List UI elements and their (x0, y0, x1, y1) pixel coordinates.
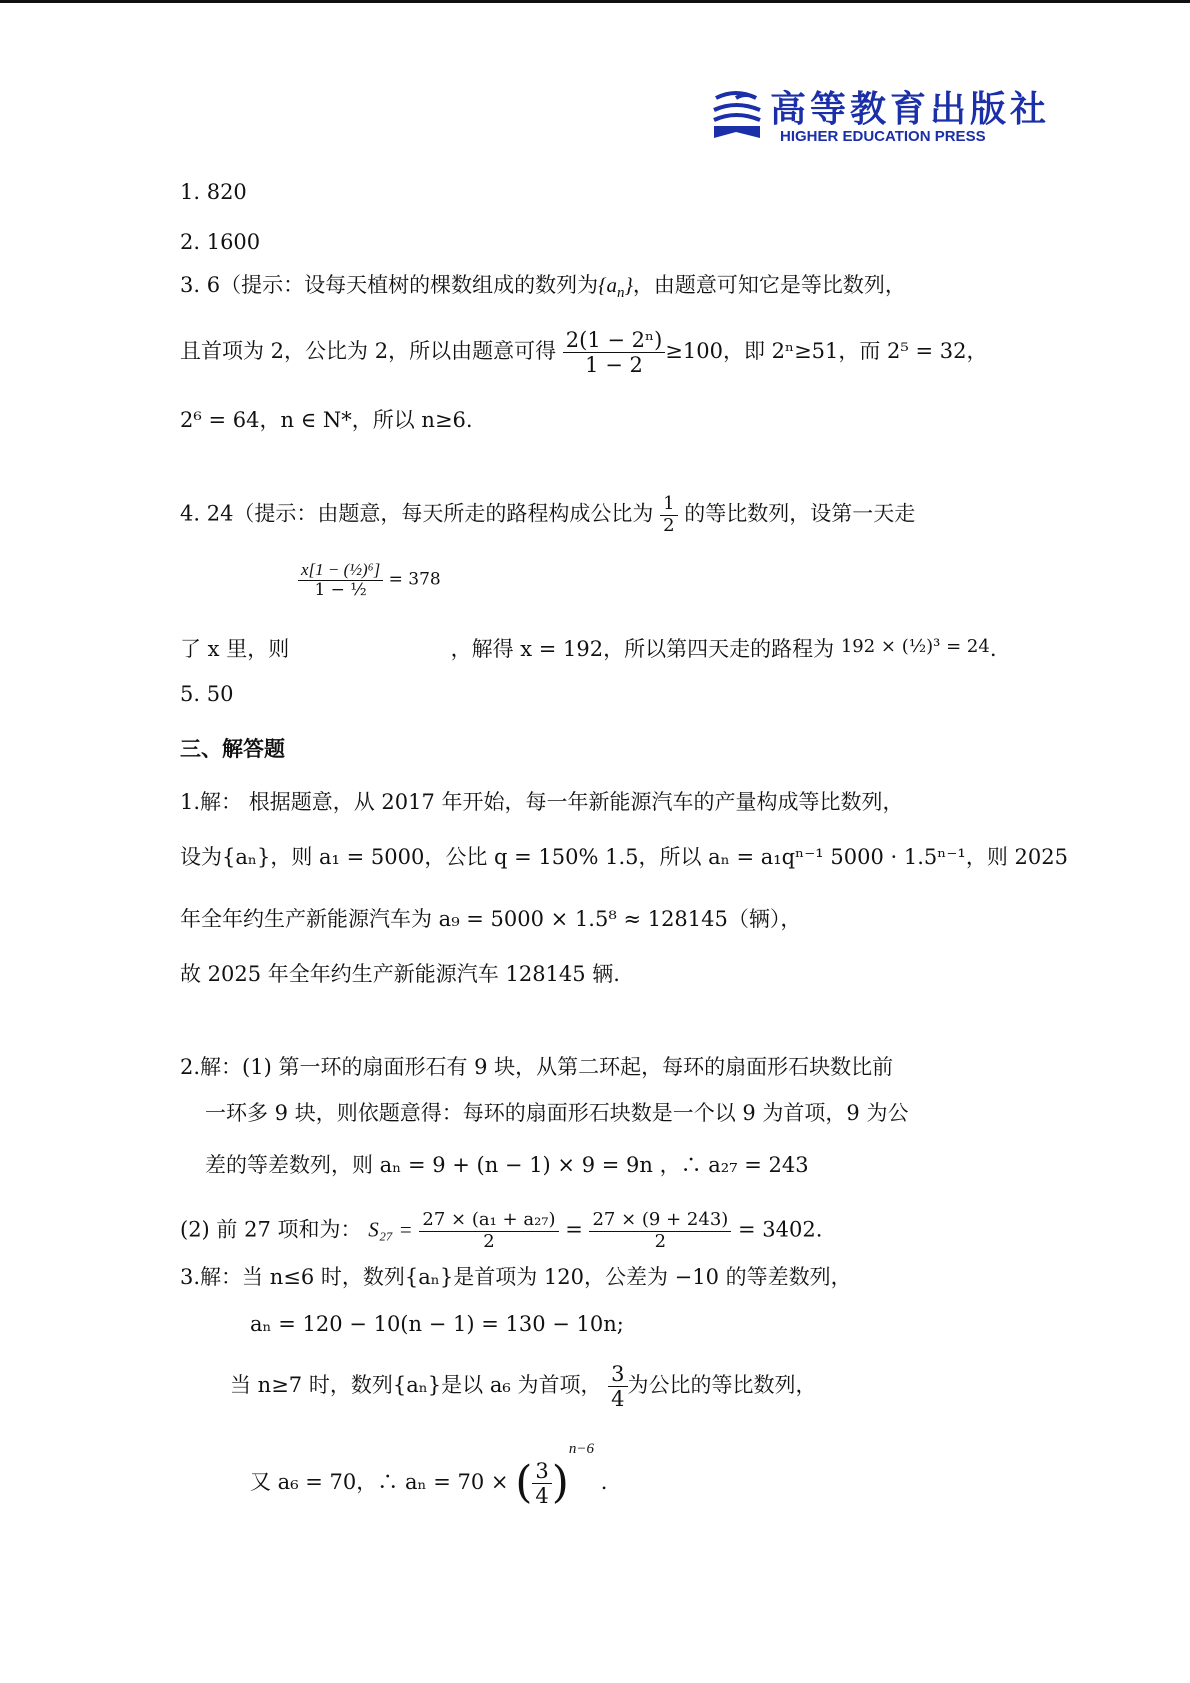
q3-line-4-head: 又 a₆ = 70，∴ aₙ = 70 × (250, 1470, 509, 1494)
publisher-name-en: HIGHER EDUCATION PRESS (780, 128, 986, 145)
answer-3-line-2 (180, 328, 988, 377)
answer-4-equation-rhs: = 378 (388, 569, 441, 590)
answer-3-text: 3. 6（提示：设每天植树的棵数组成的数列为 (180, 273, 599, 297)
q3-line-1: 3.解：当 n≤6 时，数列{aₙ}是首项为 120，公差为 −10 的等差数列， (180, 1265, 852, 1289)
q2-line-4-head: (2) 前 27 项和为： (180, 1217, 362, 1242)
answer-4-line-2-head: 了 x 里，则 (180, 637, 290, 661)
q2-fraction-1-numerator: 27 × (a₁ + a₂₇) (419, 1210, 558, 1232)
answer-3-fraction-denominator: 1 − 2 (585, 353, 643, 378)
q3-line-4-exponent: n−6 (568, 1441, 595, 1457)
q3-line-4-tail: . (600, 1470, 608, 1494)
q1-line-3: 年全年约生产新能源汽车为 a₉ = 5000 × 1.5⁸ ≈ 128145（辆）， (180, 907, 802, 931)
q3-line-3-tail: 为公比的等比数列， (627, 1373, 817, 1398)
answer-4-head: 4. 24（提示：由题意，每天所走的路程构成公比为 (180, 501, 654, 526)
answer-4-line-2: 了 x 里，则 ，解得 x = 192，所以第四天走的路程为 192 × (½)³ = 24. (180, 636, 997, 661)
answer-3-line-1: 3. 6（提示：设每天植树的棵数组成的数列为$\{a_n\}$，由题意可知它是等比数列， (180, 273, 906, 302)
answer-3-text-tail: ，由题意可知它是等比数列， (632, 273, 906, 297)
answer-4-equation-numerator: x[1 − (½)⁶] (298, 560, 383, 581)
answer-4-equation-fraction (298, 560, 383, 600)
answer-4-tail: 的等比数列，设第一天走 (684, 501, 916, 526)
q3-line-4-numerator: 3 (532, 1459, 551, 1484)
q2-line-3: 差的等差数列，则 aₙ = 9 + (n − 1) × 9 = 9n ，∴ a₂₇ = 243 (205, 1153, 809, 1177)
q2-line-2: 一环多 9 块，则依题意得：每环的扇面形石块数是一个以 9 为首项，9 为公 (205, 1101, 909, 1125)
publisher-name-cn: 高等教育出版社 (770, 89, 1051, 130)
answer-2: 2. 1600 (180, 230, 261, 254)
answer-1: 1. 820 (180, 180, 247, 204)
answer-4-line-1 (180, 494, 915, 536)
answer-5: 5. 50 (180, 682, 234, 706)
q1-line-4: 故 2025 年全年约生产新能源汽车 128145 辆. (180, 962, 620, 986)
q2-fraction-2 (589, 1210, 731, 1252)
q1-line-2: 设为{aₙ}，则 a₁ = 5000，公比 q = 150% 1.5，所以 aₙ = a₁qⁿ⁻¹ 5000 · 1.5ⁿ⁻¹，则 2025 (180, 845, 1068, 869)
q2-fraction-1-denominator: 2 (483, 1230, 495, 1252)
q3-line-3 (230, 1362, 817, 1411)
q1-line-1: 1.解： 根据题意，从 2017 年开始，每一年新能源汽车的产量构成等比数列， (180, 790, 904, 814)
answer-3-line-3: 2⁶ = 64，n ∈ N*，所以 n≥6. (180, 408, 473, 432)
q2-fraction-2-denominator: 2 (654, 1230, 667, 1252)
q3-ratio-numerator: 3 (608, 1362, 627, 1387)
answer-3-fraction (563, 328, 666, 377)
answer-3-line-2-tail: ≥100，即 2ⁿ≥51，而 2⁵ = 32， (665, 339, 988, 364)
answer-4-line-2-mid: ，解得 x = 192，所以第四天走的路程为 (450, 637, 835, 661)
answer-4-equation (298, 560, 441, 600)
q3-line-3-head: 当 n≥7 时，数列{aₙ}是以 a₆ 为首项， (230, 1373, 602, 1398)
q2-line-4-lhs: S₂₇ = (368, 1217, 413, 1242)
q3-line-2: aₙ = 120 − 10(n − 1) = 130 − 10n; (250, 1312, 624, 1336)
q2-line-4-tail: = 3402. (737, 1217, 823, 1242)
answer-4-equation-denominator: 1 − ½ (314, 579, 367, 600)
section-title: 三、解答题 (180, 737, 285, 761)
q2-fraction-1 (419, 1210, 558, 1252)
q3-line-4-denominator: 4 (535, 1484, 549, 1508)
top-rule (0, 0, 1190, 3)
q2-line-1: 2.解：(1) 第一环的扇面形石有 9 块，从第二环起，每环的扇面形石块数比前 (180, 1055, 894, 1079)
q3-ratio-fraction (608, 1362, 627, 1411)
q2-line-4: (2) 前 27 项和为： S₂₇ = $\frac{\text{27 × (a₁ + a₂₇)}}{2}$ = $\frac{27 \times (9 + 243)}{2}$ = 3402. (180, 1209, 823, 1252)
answer-3-line-2-head: 且首项为 2，公比为 2，所以由题意可得 (180, 339, 557, 364)
q3-line-4-fraction (532, 1459, 551, 1508)
q2-fraction-2-numerator: 27 × (9 + 243) (589, 1210, 731, 1232)
answer-4-line-2-rhs: 192 × (½)³ = 24 (840, 636, 990, 657)
q3-ratio-denominator: 4 (611, 1387, 625, 1412)
q3-line-4: 又 a₆ = 70，∴ aₙ = 70 × ( $\frac{3}{4}$ )$^{n-6}$ . (250, 1441, 608, 1509)
answer-3-fraction-numerator: 2(1 − 2ⁿ) (563, 328, 666, 353)
ratio-half-fraction: $\frac{1}{2}$ (660, 494, 677, 536)
